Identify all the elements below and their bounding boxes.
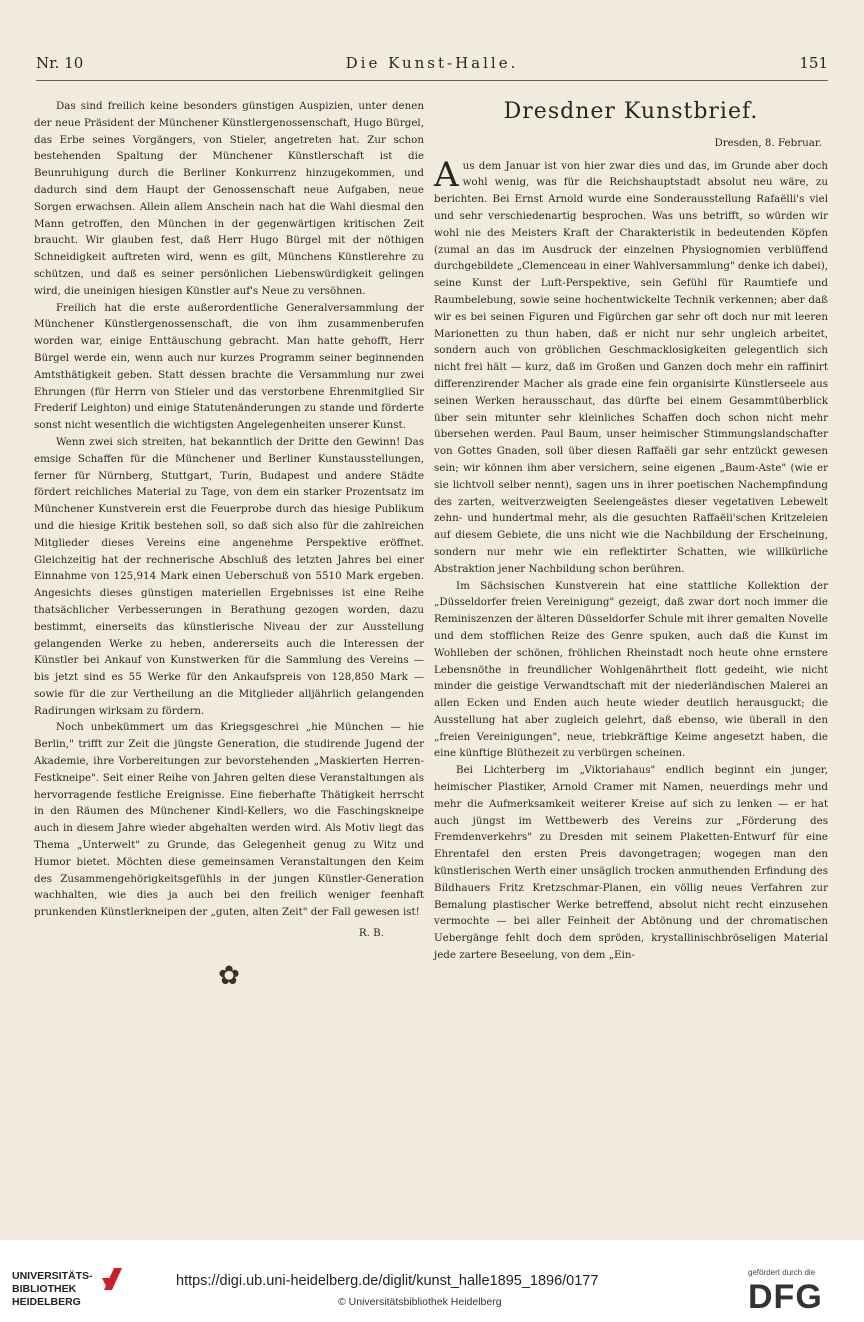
drop-cap: A xyxy=(434,154,459,195)
page-number: 151 xyxy=(799,54,828,72)
dfg-logo[interactable]: DFG xyxy=(748,1278,823,1316)
author-signature: R. B. xyxy=(358,927,384,940)
left-paragraph-2: Freilich hat die erste außerordentliche Generalversammlung der Münchener Künstlergenossenschaft, die von ihm zusammenberufen worden war, einige Enttäuschung gebracht. Man hatte gehofft, Herr Bürgel werde ein, wenn auch nur kurzes Programm seiner beginnenden Amtsthätigkeit geben. Statt dessen brachte die Versammlung nur zwei Ehrungen (für Herrn von Stieler und das verstorbene Ehrenmitglied Sir Frederif Leighton) und einige Statutenänderungen zu stande und förderte sonst nicht wesentlich die wichtigsten Angelegenheiten unserer Kunst. xyxy=(34,301,424,432)
left-column xyxy=(34,98,424,991)
flower-ornament-icon: ✿ xyxy=(218,960,240,991)
dateline: Dresden, 8. Februar. xyxy=(714,136,822,149)
left-paragraph-3: Wenn zwei sich streiten, hat bekanntlich der Dritte den Gewinn! Das emsige Schaffen für die Münchener und Berliner Kunstausstellungen, ferner für Nürnberg, Stuttgart, Turin, Budapest und andere Städte fördert reichliches Material zu Tage, von dem ein starker Prozentsatz im Münchener Kunstverein erst die Feuerprobe durch das hiesige Publikum und die hiesige Kritik bestehen soll, so daß sich also für die zahlreichen Mitglieder dieses Vereins eine angenehme Perspektive eröffnet. Gleichzeitig hat der rechnerische Abschluß des letzten Jahres bei einer Einnahme von 125,914 Mark einen Ueberschuß von 5510 Mark ergeben. Angesichts dieses günstigen materiellen Ergebnisses ist eine Reihe thatsächlicher Verbesserungen in Berathung gezogen worden, dazu bestimmt, einerseits das künstlerische Niveau der zur Ausstellung gelangenden Werke zu heben, andererseits auch die Interessen der Künstler bei Ankauf von Kunstwerken für die Sammlung des Vereins — bis jetzt sind es 55 Werke für den Ankaufspreis von 128,850 Mark — sowie für die zur Vertheilung an die Mitglieder alljährlich gelangenden Radirungen wirksam zu fördern. xyxy=(34,435,424,717)
right-paragraph-3: Bei Lichterberg im „Viktoriahaus" endlich beginnt ein junger, heimischer Plastiker, Arnold Cramer mit Namen, neuerdings mehr und mehr die Aufmerksamkeit weiterer Kreise auf sich zu lenken — er hat auch jüngst im Wettbewerb des Vereins zur „Förderung des Fremdenverkehrs" zu Dresden mit seinem Plaketten-Entwurf für eine Ehrentafel den ersten Preis davongetragen; wogegen man den künstlerischen Werth einer unsäglich trocken anmuthenden Erfindung des Bildhauers Fritz Kretzschmar-Planen, ein völlig neues Verfahren zur Bemalung plastischer Werke betreffend, absolut nicht recht einzusehen vermochte — bei aller Feinheit der Abtönung und der chromatischen Uebergänge fehlt doch dem spröden, krystallinischbröseligen Material jede zartere Beseelung, von dem „Ein- xyxy=(434,764,828,962)
library-name: UNIVERSITÄTS- BIBLIOTHEK HEIDELBERG xyxy=(12,1270,93,1308)
right-paragraph-1 xyxy=(434,154,828,578)
journal-title: Die Kunst-Halle. xyxy=(345,54,519,72)
right-paragraph-2: Im Sächsischen Kunstverein hat eine stattliche Kollektion der „Düsseldorfer freien Vereinigung" gezeigt, daß zwar dort noch immer die Reminiszenzen der älteren Düsseldorfer Schule mit ihrer gemalten Novelle und dem stofflichen Reize des Genre spuken, auch daß die Kunst im Wohlleben der schönen, fröhlichen Rheinstadt noch heute ohne ernstere Lebensnöthe in freundlicher Wohlgenährtheit flott gedeiht, wie nicht minder die geistige Verwandtschaft mit der niederländischen Malerei an allen Ecken und Enden auch heute wieder deutlich herausguckt; die Ausstellung hat aber zugleich gelehrt, daß ebenso, wie überall in den „freien Vereinigungen", neue, triebkräftige Keime angesetzt haben, die eine künftige Blüthezeit zu verbürgen scheinen. xyxy=(434,579,828,760)
library-logo[interactable] xyxy=(12,1270,93,1309)
article-title: Dresdner Kunstbrief. xyxy=(503,99,759,124)
left-paragraph-1: Das sind freilich keine besonders günstigen Auspizien, unter denen der neue Präsident der Münchener Künstlergenossenschaft, Hugo Bürgel, das Erbe seines Vorgängers, von Stieler, angetreten hat. Zur schon bestehenden Spaltung der Münchener Künstlerschaft ist die Beunruhigung durch die Berliner Konkurrenz hinzugekommen, und dadurch sind dem Haupt der Genossenschaft neue Aufgaben, neue Sorgen erwachsen. Allein allem Anschein nach hat die Wahl diesmal den Mann getroffen, den München in der gegenwärtigen kritischen Zeit braucht. Wir glauben fest, daß Herr Hugo Bürgel mit der nöthigen Schneidigkeit auftreten wird, wenn es gilt, Münchens Künstlerehre zu schützen, und daß es seiner persönlichen Liebenswürdigkeit gelingen wird, die uneinigen hiesigen Künstler auf's Neue zu versöhnen. xyxy=(34,100,424,297)
issue-number: Nr. 10 xyxy=(36,54,84,72)
right-paragraph-1-text: us dem Januar ist von hier zwar dies und das, im Grunde aber doch wohl wenig, was für die Reichshauptstadt absolut neu wäre, zu berichten. Bei Ernst Arnold wurde eine Sonderausstellung Rafaëlli's viel und sehr verschiedenartig besprochen. Was uns betrifft, so würden wir wohl nie des Meisters Kraft der Charakteristik in bedeutenden Köpfen (zumal an das im Ausdruck der einzelnen Physiognomien verblüffend durchgebildete „Clemenceau in einer Wahlversammlung" denke ich dabei), seine Kunst der Luft-Perspektive, sein Gefühl für Raumtiefe und Raumbelebung, sowie seine hochentwickelte Technik verkennen; aber daß wir es bei seinen Figuren und Figürchen gar sehr oft doch nur mit leeren Marionetten zu thun haben, daß er nicht nur sehr ungleich arbeitet, sondern auch von gröblichen Geschmacklosigkeiten gelegentlich sich nicht frei hält — kurz, daß im Großen und Ganzen doch mehr ein raffinirt differenzirender Macher als grade eine fein organisirte Künstlerseele aus seinen Werken herausschaut, das dürfte bei einem Gesammtüberblick über sein mitunter sehr kleinliches Schaffen doch schon nicht mehr übersehen werden. Paul Baum, unser heimischer Stimmungslandschafter von Gottes Gnaden, soll über diesen Raffaëli gar sehr entzückt gewesen sein; wir können ihm aber versichern, seine eigenen „Baum-Aste" (wie er sie lichtvoll selber nennt), sagen uns in ihrer poetischen Nachempfindung des zarten, weitverzweigten Seelengeästes dieser vegetativen Lebewelt zehn- und hundertmal mehr, als die gesuchten Raffaëli'schen Kritzeleien auf diesem Gebiete, die uns nicht wie die Nachbildung der Erscheinung, sondern nur mehr wie ein reflektirter Schatten, wie willkürliche Abstraktion jener Nachbildung schon berühren. xyxy=(434,159,828,575)
library-emblem-icon xyxy=(100,1264,126,1294)
header-rule xyxy=(36,80,828,81)
permalink-link[interactable]: https://digi.ub.uni-heidelberg.de/diglit/kunst_halle1895_1896/0177 xyxy=(176,1273,599,1289)
running-header xyxy=(36,54,828,76)
left-paragraph-4: Noch unbekümmert um das Kriegsgeschrei „hie München — hie Berlin," trifft zur Zeit die jüngste Generation, die studirende Jugend der Akademie, ihre Vorbereitungen zur bevorstehenden „Maskierten Herren-Festkneipe". Seit einer Reihe von Jahren gelten diese Veranstaltungen als hervorragende festliche Ereignisse. Eine fieberhafte Thätigkeit herrscht in den Räumen des Münchener Kindl-Kellers, wo die Faschingskneipe auch in diesem Jahre wieder abgehalten werden wird. Als Motiv liegt das Thema „Unterwelt" zu Grunde, das Gelegenheit genug zu Witz und Humor bietet. Möchten diese gemeinsamen Veranstaltungen den Keim des Zusammengehörigkeitsgefühls in der jungen Künstler-Generation wachhalten, wie dies ja auch bei den freilich weniger feenhaft prunkenden Künstlerkneipen der „guten, alten Zeit" der Fall gewesen ist! xyxy=(34,721,424,919)
copyright-notice: © Universitätsbibliothek Heidelberg xyxy=(338,1296,502,1308)
right-column xyxy=(434,98,828,964)
funder-caption: gefördert durch die xyxy=(748,1268,816,1277)
